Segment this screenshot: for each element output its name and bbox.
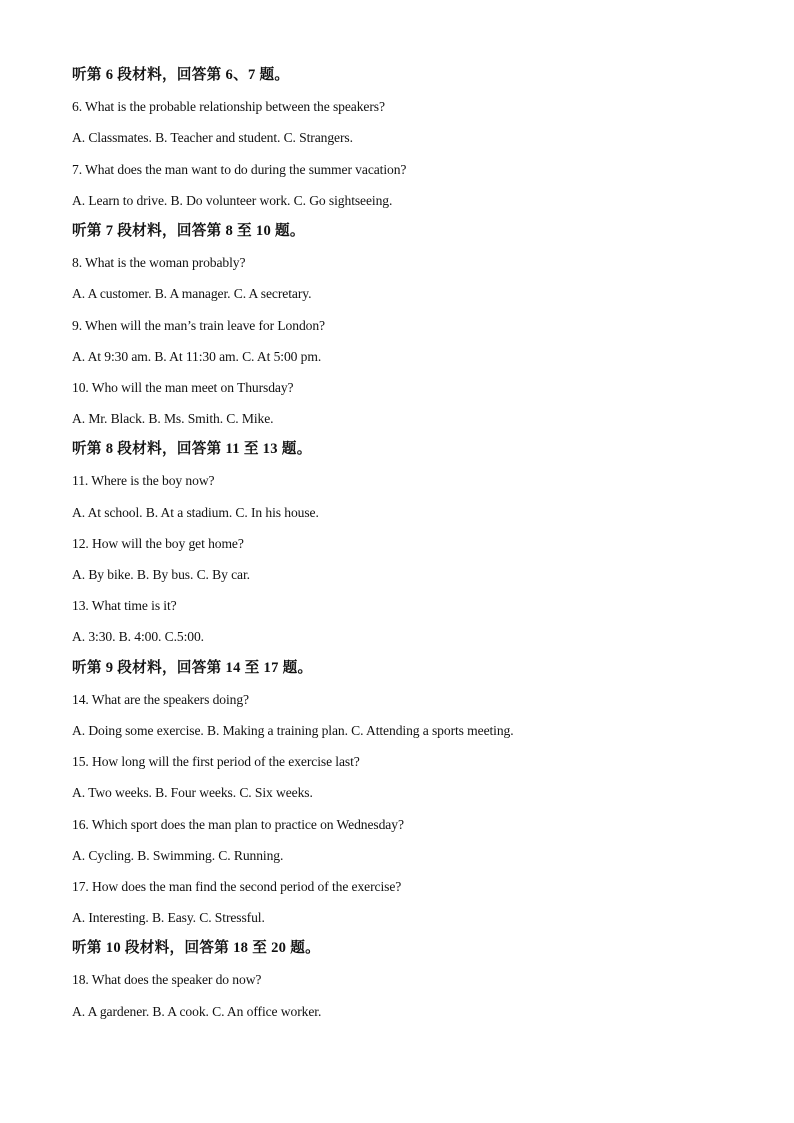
question-11: 11. Where is the boy now? <box>72 473 215 489</box>
section-heading-8: 听第 8 段材料，回答第 11 至 13 题。 <box>72 441 312 458</box>
question-9: 9. When will the man’s train leave for London? <box>72 317 325 333</box>
options-7: A. Learn to drive. B. Do volunteer work. C. Go sightseeing. <box>72 192 393 208</box>
question-10: 10. Who will the man meet on Thursday? <box>72 379 294 395</box>
listening-section <box>72 63 752 1030</box>
options-14: A. Doing some exercise. B. Making a training plan. C. Attending a sports meeting. <box>72 722 514 738</box>
question-17: 17. How does the man find the second period of the exercise? <box>72 878 402 894</box>
options-9: A. At 9:30 am. B. At 11:30 am. C. At 5:00 pm. <box>72 348 322 364</box>
question-14: 14. What are the speakers doing? <box>72 691 249 707</box>
question-7: 7. What does the man want to do during the summer vacation? <box>72 161 407 177</box>
section-heading-10: 听第 10 段材料，回答第 18 至 20 题。 <box>72 940 320 957</box>
question-13: 13. What time is it? <box>72 598 177 614</box>
section-heading-9: 听第 9 段材料，回答第 14 至 17 题。 <box>72 659 313 676</box>
options-18: A. A gardener. B. A cook. C. An office worker. <box>72 1003 322 1019</box>
question-12: 12. How will the boy get home? <box>72 535 244 551</box>
question-15: 15. How long will the first period of the exercise last? <box>72 754 360 770</box>
question-6: 6. What is the probable relationship between the speakers? <box>72 99 385 115</box>
options-16: A. Cycling. B. Swimming. C. Running. <box>72 847 284 863</box>
question-8: 8. What is the woman probably? <box>72 255 246 271</box>
options-12: A. By bike. B. By bus. C. By car. <box>72 567 250 582</box>
options-8: A. A customer. B. A manager. C. A secretary. <box>72 286 312 302</box>
section-heading-7: 听第 7 段材料，回答第 8 至 10 题。 <box>72 222 305 239</box>
options-6: A. Classmates. B. Teacher and student. C. Strangers. <box>72 130 353 146</box>
question-18: 18. What does the speaker do now? <box>72 972 262 988</box>
question-16: 16. Which sport does the man plan to practice on Wednesday? <box>72 816 404 832</box>
options-15: A. Two weeks. B. Four weeks. C. Six weeks. <box>72 785 313 801</box>
options-17: A. Interesting. B. Easy. C. Stressful. <box>72 910 265 926</box>
options-10: A. Mr. Black. B. Ms. Smith. C. Mike. <box>72 411 274 427</box>
section-heading-6: 听第 6 段材料，回答第 6、7 题。 <box>72 67 290 83</box>
options-13: A. 3:30. B. 4:00. C.5:00. <box>72 629 204 645</box>
options-11: A. At school. B. At a stadium. C. In his house. <box>72 504 319 520</box>
